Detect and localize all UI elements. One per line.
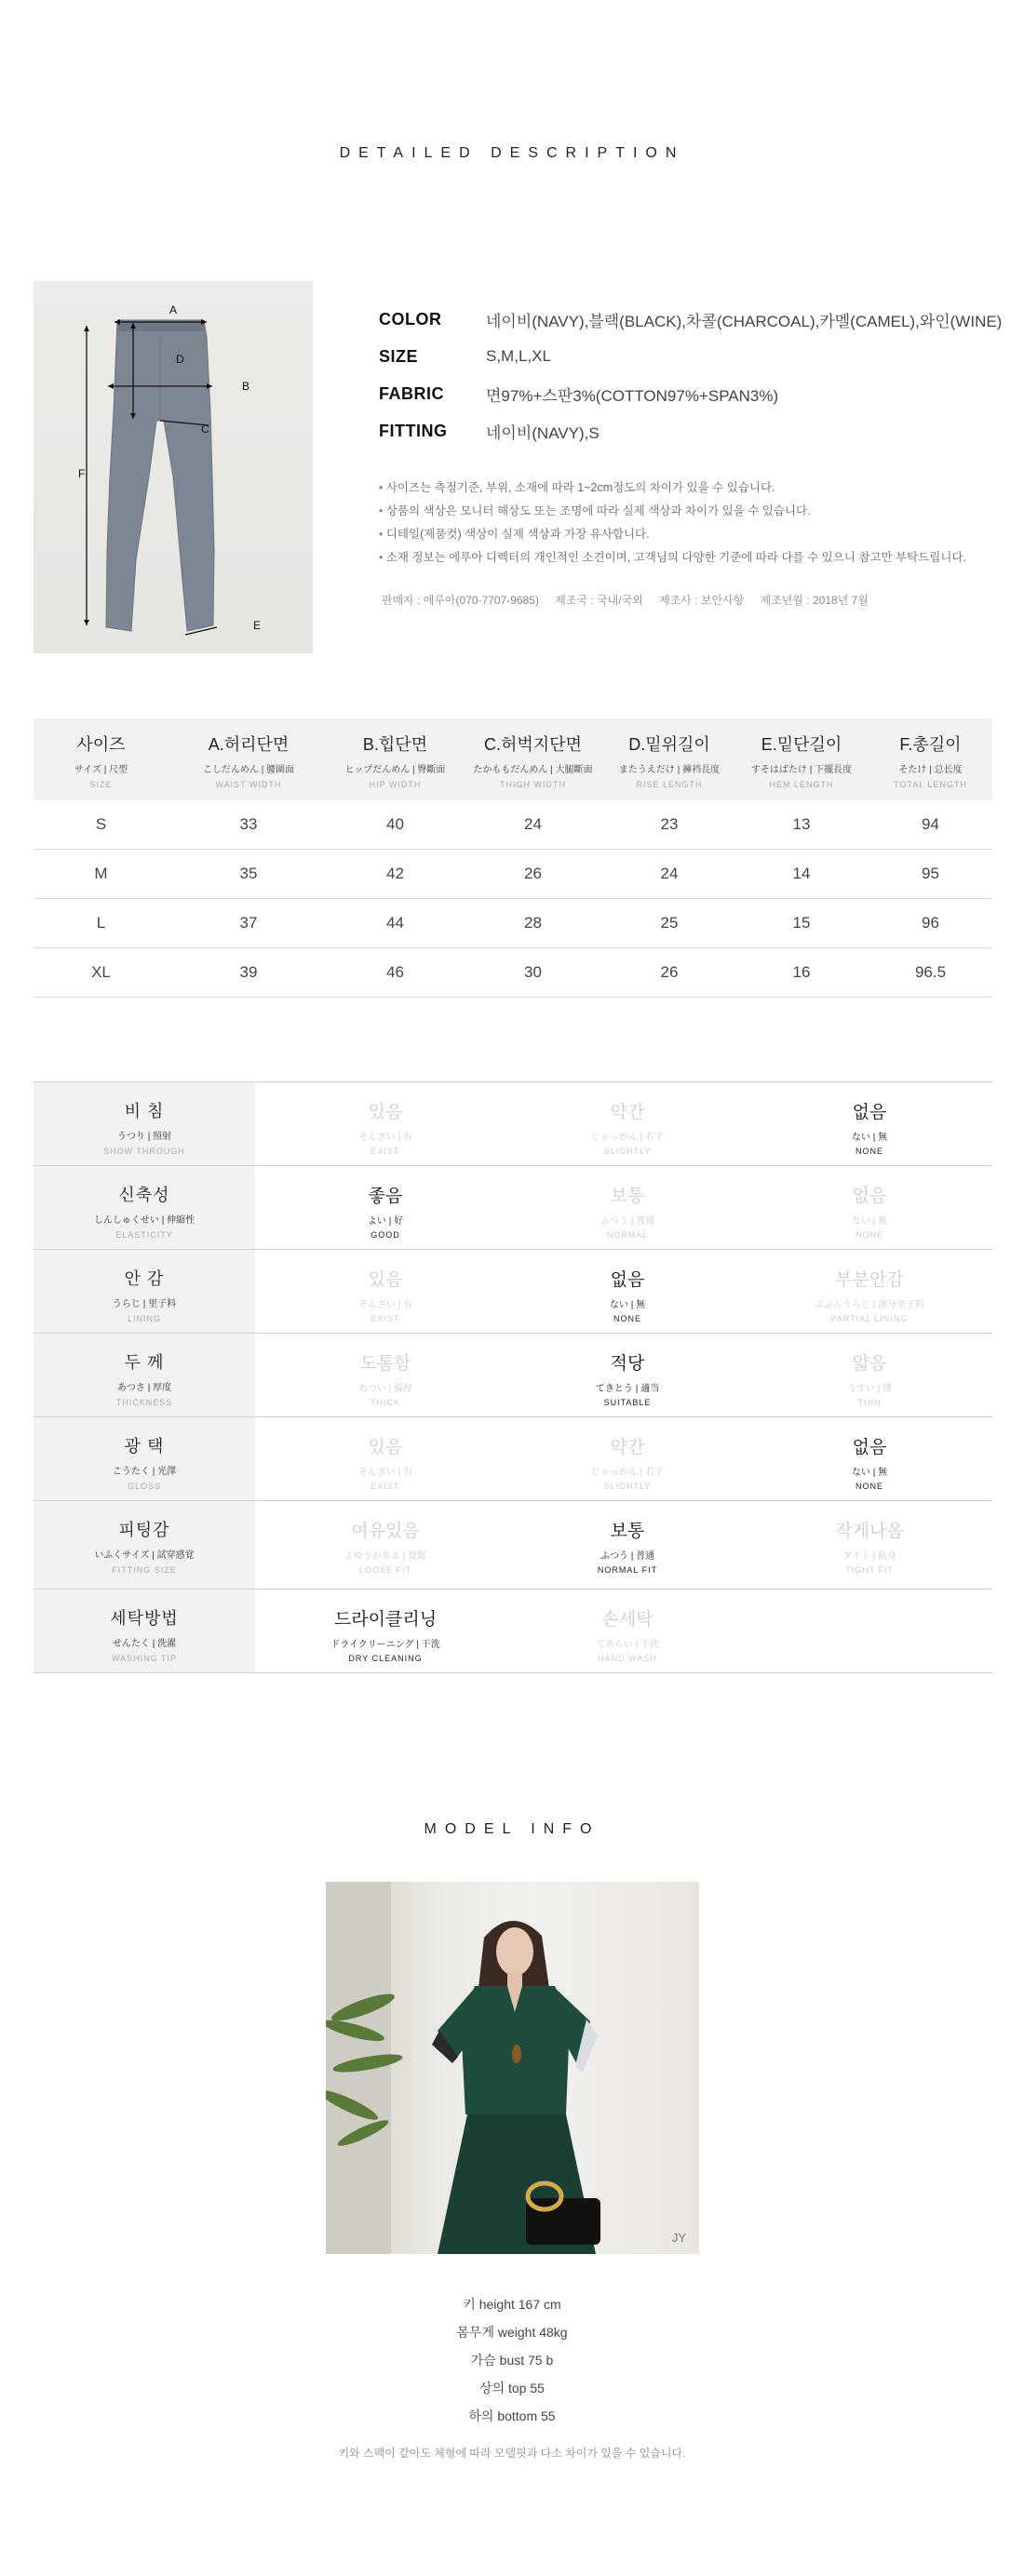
attribute-option-ja: タイト | 貼身 bbox=[842, 1551, 896, 1562]
attribute-option-ja: よゆうがある | 寬鬆 bbox=[344, 1551, 427, 1562]
note-item: • 사이즈는 측정기준, 부위, 소재에 따라 1~2cm정도의 차이가 있을 수 있습니다. bbox=[379, 476, 1021, 500]
header-ja: そたけ | 总长度 bbox=[898, 765, 963, 775]
attribute-option bbox=[758, 1501, 981, 1589]
attribute-row bbox=[34, 1166, 992, 1250]
attribute-label bbox=[34, 1166, 255, 1249]
model-photo bbox=[326, 1882, 699, 2254]
table-cell: 40 bbox=[386, 815, 404, 833]
attribute-label-ko: 피팅감 bbox=[118, 1521, 170, 1539]
header-en: TOTAL LENGTH bbox=[894, 780, 967, 789]
product-measurement-image bbox=[34, 281, 313, 653]
attribute-option-ja: てあらい | 手洗 bbox=[595, 1640, 660, 1650]
attribute-option-selected bbox=[758, 1417, 981, 1500]
diagram-label-c: C bbox=[201, 423, 209, 436]
table-cell: 35 bbox=[239, 865, 258, 882]
table-cell: S bbox=[95, 815, 107, 833]
attribute-option-ja: うすい | 薄 bbox=[846, 1384, 893, 1394]
header-ko: D.밑위길이 bbox=[628, 735, 710, 754]
spec-key: FABRIC bbox=[379, 383, 444, 403]
attribute-option-ko: 없음 bbox=[610, 1270, 645, 1290]
table-cell: L bbox=[96, 914, 106, 932]
attribute-label-ja: うらじ | 里子料 bbox=[112, 1299, 177, 1309]
size-header-cell bbox=[734, 718, 869, 800]
attribute-option bbox=[758, 1250, 981, 1333]
header-ja: すそはばたけ | 下擺長度 bbox=[750, 765, 853, 775]
header-ko: 사이즈 bbox=[76, 735, 126, 754]
attribute-option-en: SLIGHTLY bbox=[603, 1147, 652, 1156]
model-info-line: 몸무게 weight 48kg bbox=[456, 2325, 568, 2340]
spec-row-fabric bbox=[379, 375, 1012, 412]
diagram-label-a: A bbox=[169, 303, 178, 316]
attribute-option-ja: ない | 無 bbox=[851, 1133, 888, 1143]
spec-value: 면97%+스판3%(COTTON97%+SPAN3%) bbox=[486, 386, 779, 405]
attribute-option-selected bbox=[274, 1166, 497, 1249]
size-header-cell bbox=[604, 718, 734, 800]
attribute-option-ja: ふつう | 普通 bbox=[600, 1551, 655, 1562]
attribute-option-ko: 있음 bbox=[368, 1103, 403, 1122]
size-header-cell bbox=[34, 718, 168, 800]
spec-key: SIZE bbox=[379, 346, 419, 366]
header-ja: ヒップだんめん | 臀斷面 bbox=[344, 765, 446, 775]
attribute-option bbox=[274, 1417, 497, 1500]
attribute-option-en: THIN bbox=[857, 1398, 882, 1407]
attribute-label-ja: しんしゅくせい | 伸縮性 bbox=[93, 1215, 195, 1226]
table-cell: 96 bbox=[922, 914, 939, 932]
attribute-option bbox=[274, 1082, 497, 1165]
spec-list bbox=[379, 301, 1012, 449]
attribute-option-ja: よい | 好 bbox=[367, 1216, 404, 1227]
maker-manufacturer: 제조사 : 보안사항 bbox=[659, 594, 745, 607]
attribute-label bbox=[34, 1501, 255, 1589]
attribute-option-ko: 없음 bbox=[852, 1103, 887, 1122]
notes-list bbox=[379, 476, 1021, 570]
attribute-label-ko: 신축성 bbox=[118, 1186, 170, 1204]
table-cell: M bbox=[94, 865, 108, 882]
attribute-row bbox=[34, 1417, 992, 1501]
attribute-option-en: EXIST bbox=[371, 1147, 400, 1156]
table-cell: 13 bbox=[792, 815, 811, 833]
attribute-option-ko: 약간 bbox=[610, 1103, 645, 1122]
attribute-option-ja: てきとう | 適当 bbox=[595, 1384, 660, 1394]
attribute-option-en: NORMAL FIT bbox=[597, 1565, 658, 1575]
attribute-label-en: ELASTICITY bbox=[115, 1230, 173, 1240]
detailed-description-title: DETAILED DESCRIPTION bbox=[339, 145, 685, 161]
table-cell: 25 bbox=[660, 914, 679, 932]
attribute-row bbox=[34, 1250, 992, 1334]
table-cell: 96.5 bbox=[914, 963, 947, 981]
size-header-cell bbox=[462, 718, 604, 800]
table-row bbox=[34, 850, 992, 899]
table-cell: 24 bbox=[660, 865, 679, 882]
header-en: RISE LENGTH bbox=[636, 780, 703, 789]
attribute-option-ko: 적당 bbox=[610, 1354, 645, 1374]
table-cell: 94 bbox=[922, 815, 939, 833]
spec-row-size bbox=[379, 338, 1012, 375]
table-cell: 42 bbox=[386, 865, 404, 882]
table-cell: 28 bbox=[524, 914, 542, 932]
attribute-option-en: NONE bbox=[855, 1147, 883, 1156]
attribute-option-ko: 없음 bbox=[852, 1187, 887, 1206]
table-row bbox=[34, 899, 992, 948]
table-cell: 33 bbox=[239, 815, 258, 833]
attribute-label bbox=[34, 1250, 255, 1333]
attribute-table bbox=[34, 1081, 992, 1673]
size-header-cell bbox=[869, 718, 992, 800]
attribute-option-ja: あつい | 偏厚 bbox=[357, 1384, 413, 1394]
attribute-option-ko: 있음 bbox=[368, 1438, 403, 1457]
attribute-label-en: WASHING TIP bbox=[111, 1654, 177, 1663]
attribute-option-selected bbox=[516, 1250, 739, 1333]
header-ko: A.허리단면 bbox=[208, 735, 290, 754]
attribute-row bbox=[34, 1334, 992, 1417]
attribute-option-en: NONE bbox=[855, 1230, 883, 1240]
attribute-label-ja: こうたく | 光澤 bbox=[112, 1467, 177, 1477]
attribute-option bbox=[516, 1417, 739, 1500]
attribute-option-ja: ない | 無 bbox=[851, 1468, 888, 1478]
attribute-option-ko: 손세탁 bbox=[601, 1610, 653, 1630]
table-cell: 26 bbox=[660, 963, 679, 981]
diagram-label-e: E bbox=[253, 619, 262, 632]
header-ko: B.힙단면 bbox=[362, 735, 428, 754]
attribute-option-en: THICK bbox=[371, 1398, 400, 1407]
attribute-option-ja: そんざい | 有 bbox=[357, 1300, 413, 1310]
attribute-label bbox=[34, 1417, 255, 1500]
attribute-label-ko: 안 감 bbox=[124, 1269, 165, 1288]
attribute-label bbox=[34, 1590, 255, 1672]
model-info-line: 가슴 bust 75 b bbox=[470, 2353, 554, 2368]
attribute-option-en: NONE bbox=[613, 1314, 641, 1323]
attribute-row bbox=[34, 1501, 992, 1590]
attribute-option-ja: ドライクリーニング | 干洗 bbox=[330, 1640, 440, 1650]
attribute-option-ko: 작게나옴 bbox=[835, 1522, 904, 1541]
attribute-option-en: TIGHT FIT bbox=[845, 1565, 894, 1575]
attribute-option-en: HAND WASH bbox=[598, 1654, 657, 1663]
attribute-option-ja: そんざい | 有 bbox=[357, 1468, 413, 1478]
table-cell: 37 bbox=[239, 914, 258, 932]
attribute-option-ja: そんざい | 有 bbox=[357, 1133, 413, 1143]
attribute-row bbox=[34, 1082, 992, 1166]
attribute-option-selected bbox=[516, 1334, 739, 1416]
attribute-label-ja: あつさ | 厚度 bbox=[116, 1383, 172, 1393]
table-row bbox=[34, 948, 992, 998]
table-cell: 95 bbox=[922, 865, 939, 882]
size-header-cell bbox=[168, 718, 329, 800]
maker-seller: 판매자 : 에루아(070-7707-9685) bbox=[382, 594, 539, 607]
header-en: WAIST WIDTH bbox=[215, 780, 282, 789]
attribute-option-ko: 보통 bbox=[610, 1187, 645, 1206]
attribute-option bbox=[274, 1501, 497, 1589]
attribute-option-selected bbox=[516, 1501, 739, 1589]
attribute-option-selected bbox=[758, 1082, 981, 1165]
attribute-option-en: EXIST bbox=[371, 1482, 400, 1491]
spec-key: COLOR bbox=[379, 309, 442, 329]
size-table-header bbox=[34, 718, 992, 800]
table-cell: 46 bbox=[386, 963, 404, 981]
table-cell: XL bbox=[91, 963, 111, 981]
attribute-option-en: SUITABLE bbox=[603, 1398, 652, 1407]
attribute-option-en: GOOD bbox=[371, 1230, 400, 1240]
model-info-line: 하의 bottom 55 bbox=[468, 2408, 556, 2423]
attribute-option-ko: 보통 bbox=[610, 1522, 645, 1541]
attribute-option bbox=[758, 1334, 981, 1416]
attribute-option-en: PARTIAL LINING bbox=[830, 1314, 909, 1323]
attribute-label-ja: いふくサイズ | 試穿感覚 bbox=[94, 1550, 195, 1561]
maker-country: 제조국 : 국내/국외 bbox=[555, 594, 643, 607]
attribute-option-ko: 여유있음 bbox=[351, 1522, 420, 1541]
attribute-option-selected bbox=[274, 1590, 497, 1672]
attribute-option-en: LOOSE FIT bbox=[358, 1565, 411, 1575]
header-en: HEM LENGTH bbox=[769, 780, 834, 789]
attribute-option-ko: 있음 bbox=[368, 1270, 403, 1290]
attribute-row bbox=[34, 1590, 992, 1673]
attribute-label-ko: 세탁방법 bbox=[110, 1609, 179, 1628]
spec-value: 네이비(NAVY),S bbox=[486, 423, 600, 442]
header-ja: たかももだんめん | 大腿斷面 bbox=[473, 765, 593, 775]
table-cell: 16 bbox=[792, 963, 811, 981]
table-cell: 24 bbox=[524, 815, 542, 833]
attribute-option bbox=[758, 1166, 981, 1249]
attribute-label-en: FITTING SIZE bbox=[112, 1565, 177, 1575]
diagram-label-d: D bbox=[176, 353, 184, 366]
maker-date: 제조년월 : 2018년 7월 bbox=[760, 594, 869, 607]
attribute-option bbox=[516, 1166, 739, 1249]
spec-key: FITTING bbox=[379, 421, 448, 440]
header-ko: E.밑단길이 bbox=[761, 735, 842, 754]
attribute-label-en: THICKNESS bbox=[115, 1398, 173, 1407]
attribute-label-ko: 광 택 bbox=[124, 1437, 165, 1456]
attribute-option-ko: 도톰함 bbox=[359, 1354, 411, 1374]
attribute-label bbox=[34, 1082, 255, 1165]
model-initials: JY bbox=[671, 2231, 686, 2245]
maker-info bbox=[382, 592, 882, 608]
attribute-option-ja: ぶぶんうらじ | 部分里子料 bbox=[814, 1300, 925, 1310]
attribute-option-en: NORMAL bbox=[606, 1230, 649, 1240]
attribute-option bbox=[274, 1334, 497, 1416]
table-cell: 15 bbox=[792, 914, 811, 932]
table-cell: 26 bbox=[524, 865, 542, 882]
header-en: THIGH WIDTH bbox=[500, 780, 566, 789]
model-info-list bbox=[0, 2290, 1024, 2430]
diagram-label-b: B bbox=[242, 380, 250, 393]
attribute-option bbox=[516, 1082, 739, 1165]
attribute-label-ko: 두 께 bbox=[124, 1353, 165, 1372]
attribute-option-en: DRY CLEANING bbox=[348, 1654, 423, 1663]
attribute-option-ko: 약간 bbox=[610, 1438, 645, 1457]
attribute-label bbox=[34, 1334, 255, 1416]
attribute-option-en: EXIST bbox=[371, 1314, 400, 1323]
attribute-option-ja: じゃっかん | 若干 bbox=[590, 1133, 665, 1143]
note-item: • 상품의 색상은 모니터 해상도 또는 조명에 따라 실제 색상과 차이가 있을 수 있습니다. bbox=[379, 500, 1021, 523]
attribute-label-ja: うつり | 照射 bbox=[116, 1132, 172, 1142]
table-cell: 44 bbox=[386, 914, 404, 932]
attribute-option bbox=[274, 1250, 497, 1333]
attribute-option-ko: 얇음 bbox=[852, 1354, 887, 1374]
header-ja: サイズ | 尺型 bbox=[74, 765, 128, 775]
model-note: 키와 스펙이 같아도 체형에 따라 모델핏과 다소 차이가 있을 수 있습니다. bbox=[338, 2447, 686, 2460]
pants-diagram bbox=[34, 281, 313, 653]
note-item: • 디테일(제품컷) 색상이 실제 색상과 가장 유사합니다. bbox=[379, 523, 1021, 546]
header-en: HIP WIDTH bbox=[369, 780, 422, 789]
table-cell: 14 bbox=[792, 865, 811, 882]
model-info-line: 상의 top 55 bbox=[479, 2381, 545, 2395]
attribute-label-ko: 비 침 bbox=[124, 1102, 165, 1120]
diagram-label-f: F bbox=[78, 467, 86, 480]
attribute-label-ja: せんたく | 洗濯 bbox=[112, 1639, 177, 1649]
note-item: • 소재 정보는 에루아 디렉터의 개인적인 소견이며, 고객님의 다양한 기준에 따라 다를 수 있으니 참고만 부탁드립니다. bbox=[379, 546, 1021, 570]
model-info-title: MODEL INFO bbox=[424, 1821, 600, 1837]
attribute-option-en: SLIGHTLY bbox=[603, 1482, 652, 1491]
model-info-line: 키 height 167 cm bbox=[463, 2297, 561, 2312]
attribute-option-ja: ない | 無 bbox=[609, 1300, 646, 1310]
table-cell: 30 bbox=[524, 963, 542, 981]
attribute-option-en: NONE bbox=[855, 1482, 883, 1491]
spec-row-color bbox=[379, 301, 1012, 338]
header-ko: F.총길이 bbox=[899, 735, 962, 754]
attribute-option-ko: 드라이클리닝 bbox=[333, 1610, 438, 1630]
table-cell: 39 bbox=[239, 963, 258, 981]
attribute-label-en: GLOSS bbox=[127, 1482, 161, 1491]
size-header-cell bbox=[329, 718, 462, 800]
size-table bbox=[34, 718, 992, 998]
table-row bbox=[34, 800, 992, 850]
table-cell: 23 bbox=[660, 815, 679, 833]
attribute-option-ko: 좋음 bbox=[368, 1187, 403, 1206]
header-ko: C.허벅지단면 bbox=[484, 735, 582, 754]
attribute-option-ja: ふつう | 普通 bbox=[600, 1216, 655, 1227]
attribute-option-ko: 부분안감 bbox=[835, 1270, 904, 1290]
attribute-label-en: LINING bbox=[127, 1314, 161, 1323]
attribute-option-ja: ない | 無 bbox=[851, 1216, 888, 1227]
attribute-option bbox=[516, 1590, 739, 1672]
attribute-option-ja: じゃっかん | 若干 bbox=[590, 1468, 665, 1478]
header-ja: またうえだけ | 褲裆長度 bbox=[618, 765, 721, 775]
attribute-label-en: SHOW THROUGH bbox=[103, 1147, 185, 1156]
header-ja: こしだんめん | 腰圍面 bbox=[202, 765, 295, 775]
spec-value: S,M,L,XL bbox=[486, 347, 551, 365]
model-illustration bbox=[326, 1882, 699, 2254]
spec-value: 네이비(NAVY),블랙(BLACK),차콜(CHARCOAL),카멜(CAMEL),와인(WINE) bbox=[486, 312, 1003, 330]
attribute-option-ko: 없음 bbox=[852, 1438, 887, 1457]
spec-row-fitting bbox=[379, 412, 1012, 449]
header-en: SIZE bbox=[89, 780, 113, 789]
